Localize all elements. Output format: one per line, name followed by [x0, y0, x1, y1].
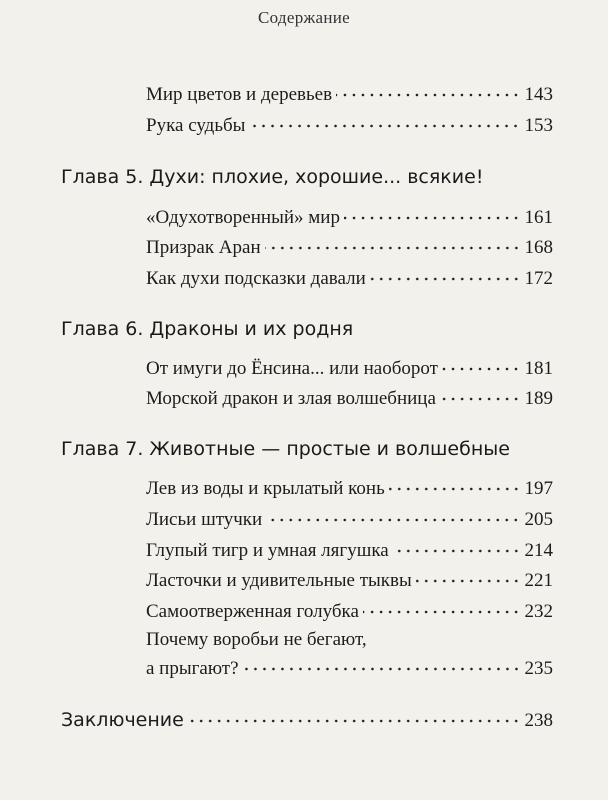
- dot-leader: [243, 667, 521, 671]
- toc-entry-title-line2-row: [146, 657, 553, 681]
- toc-entry-title-line1: Почему воробьи не бегают,: [146, 629, 367, 650]
- toc-entry-page: 205: [524, 509, 553, 530]
- toc-entry-title: «Одухотворенный» мир: [146, 207, 340, 228]
- toc-entry: [146, 508, 553, 532]
- toc-entry-title: Лисьи штучки: [146, 509, 263, 530]
- chapter-heading: Глава 6. Драконы и их родня: [61, 318, 354, 340]
- toc-entry-title: Лев из воды и крылатый конь: [146, 478, 385, 499]
- chapter-heading: Глава 7. Животные — простые и волшебные: [61, 438, 510, 460]
- toc-entry-page: 235: [524, 658, 553, 679]
- toc-entry: [146, 236, 553, 260]
- toc-entry: [146, 539, 553, 563]
- toc-entry-page: 168: [524, 237, 553, 258]
- toc-entry-title: Морской дракон и злая волшебница: [146, 388, 436, 409]
- toc-entry-page: 189: [524, 388, 553, 409]
- toc-entry-title: От имуги до Ёнсина... или наоборот: [146, 358, 438, 379]
- toc-entry-title: Глупый тигр и умная лягушка: [146, 540, 389, 561]
- toc-entry-title: Ласточки и удивительные тыквы: [146, 570, 412, 591]
- toc-entry-page: 214: [524, 540, 553, 561]
- toc-entry: [146, 206, 553, 230]
- toc-entry-page: 153: [524, 115, 553, 136]
- toc-entry-multiline: [146, 628, 553, 681]
- toc-entry-page: 221: [524, 570, 553, 591]
- dot-leader: [265, 246, 521, 250]
- toc-entry-title: Мир цветов и деревьев: [146, 84, 333, 105]
- dot-leader: [416, 579, 521, 583]
- toc-entry-page: 197: [524, 478, 553, 499]
- toc-entry: [146, 569, 553, 593]
- dot-leader: [344, 216, 521, 220]
- conclusion-title: Заключение: [61, 709, 184, 731]
- dot-leader: [393, 549, 521, 553]
- running-head: Содержание: [257, 8, 351, 27]
- toc-entry-page: 161: [524, 207, 553, 228]
- dot-leader: [370, 277, 521, 281]
- toc-entry: [146, 357, 553, 381]
- toc-entry-title: Как духи подсказки давали: [146, 268, 366, 289]
- toc-entry-title: Рука судьбы: [146, 115, 246, 136]
- toc-entry: [146, 387, 553, 411]
- toc-entry-title: Призрак Аран: [146, 237, 261, 258]
- conclusion-page: 238: [524, 710, 553, 731]
- toc-entry: [146, 477, 553, 501]
- toc-entry: [146, 114, 553, 138]
- toc-entry-title: Самоотверженная голубка: [146, 601, 359, 622]
- chapter-heading: Глава 5. Духи: плохие, хорошие... всякие!: [61, 166, 484, 188]
- toc-entry-page: 143: [524, 84, 553, 105]
- dot-leader: [363, 610, 521, 614]
- dot-leader: [266, 518, 520, 522]
- toc-entry-page: 232: [524, 601, 553, 622]
- dot-leader: [440, 397, 521, 401]
- dot-leader: [249, 124, 520, 128]
- toc-entry-page: 172: [524, 268, 553, 289]
- dot-leader: [442, 367, 521, 371]
- dot-leader: [389, 487, 521, 491]
- toc-entry: [146, 83, 553, 107]
- toc-entry-title-line2: а прыгают?: [146, 658, 239, 679]
- toc-entry-page: 181: [524, 358, 553, 379]
- toc-entry: [146, 600, 553, 624]
- conclusion-entry: [61, 708, 553, 733]
- dot-leader: [336, 93, 520, 97]
- toc-entry: [146, 267, 553, 291]
- dot-leader: [188, 719, 521, 723]
